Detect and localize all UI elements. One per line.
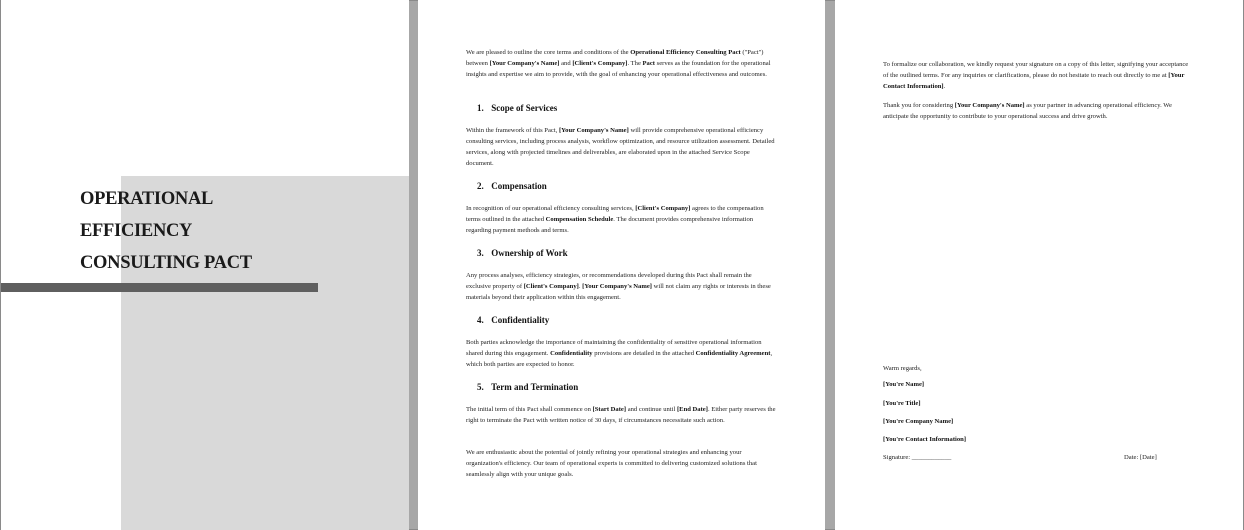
signature-field: Signature: ____________ [883,454,952,461]
cover-page[interactable] [1,0,409,530]
section-paragraph: The initial term of this Pact shall commence on [Start Date] and continue until [End Date]. Either party reserves the right to terminate the Pact with written notice of 30 days, if circumstances necessitate such action. [466,406,776,424]
section-paragraph: Any process analyses, efficiency strategies, or recommendations developed during this Pact shall remain the exclusive property of [Client's Company]. [Your Company's Name] will not claim any rights or interests in these materials beyond their application within this engagement. [466,272,771,301]
signer-company: [You're Company Name] [883,418,954,425]
closing-paragraph: We are enthusiastic about the potential of jointly refining your operational strategies and enhancing your organization's efficiency. Our team of operational experts is committed to delivering customized solutions that seamlessly align with your unique goals. [466,449,757,478]
intro-paragraph: We are pleased to outline the core terms and conditions of the Operational Efficiency Consulting Pact ("Pact") between [Your Company's Name] and [Client's Company]. The Pact serves as the foundation for the operational insights and expertise we aim to provide, with the goal of enhancing your operational effectiveness and outcomes. [466,49,771,78]
cover-title [80,183,380,279]
regards-text: Warm regards, [883,365,922,372]
signer-name: [You're Name] [883,381,925,388]
section-heading: 2. Compensation [477,181,547,191]
section-paragraph: Both parties acknowledge the importance of maintaining the confidentiality of sensitive operational information shared during this engagement. Confidentiality provisions are detailed in the attached Confidentiality Agreement, which both parties are expected to honor. [466,339,773,368]
thanks-paragraph: Thank you for considering [Your Company's Name] as your partner in advancing operational efficiency. We anticipate the opportunity to contribute to your operational success and drive growth. [883,102,1172,120]
cover-title-line: OPERATIONAL [80,189,214,209]
cover-title-line: CONSULTING PACT [80,253,252,273]
signer-contact: [You're Contact Information] [883,436,967,443]
section-paragraph: In recognition of our operational efficiency consulting services, [Client's Company] agrees to the compensation terms outlined in the attached Compensation Schedule. The document provides comprehensive information regarding payment methods and terms. [466,205,764,234]
letter-page-1[interactable] [418,0,825,530]
section-heading: 1. Scope of Services [477,103,558,113]
section-heading: 3. Ownership of Work [477,248,568,258]
cover-divider-bar [1,283,318,292]
section-paragraph: Within the framework of this Pact, [Your Company's Name] will provide comprehensive operational efficiency consulting services, including process analysis, workflow optimization, and resource utilization assessment. Detailed services, along with projected timelines and deliverables, are elaborated upon in the attached Service Scope document. [466,127,775,167]
formalize-paragraph: To formalize our collaboration, we kindly request your signature on a copy of this letter, signifying your acceptance of the outlined terms. For any inquiries or clarifications, please do not hesitate to reach out directly to me at [Your Contact Information]. [883,61,1189,90]
section-heading: 5. Term and Termination [477,382,579,392]
cover-title-line: EFFICIENCY [80,221,193,241]
signer-title: [You're Title] [883,400,921,407]
section-heading: 4. Confidentiality [477,315,550,325]
date-field: Date: [Date] [1124,454,1157,461]
letter-page-2[interactable] [835,0,1243,530]
